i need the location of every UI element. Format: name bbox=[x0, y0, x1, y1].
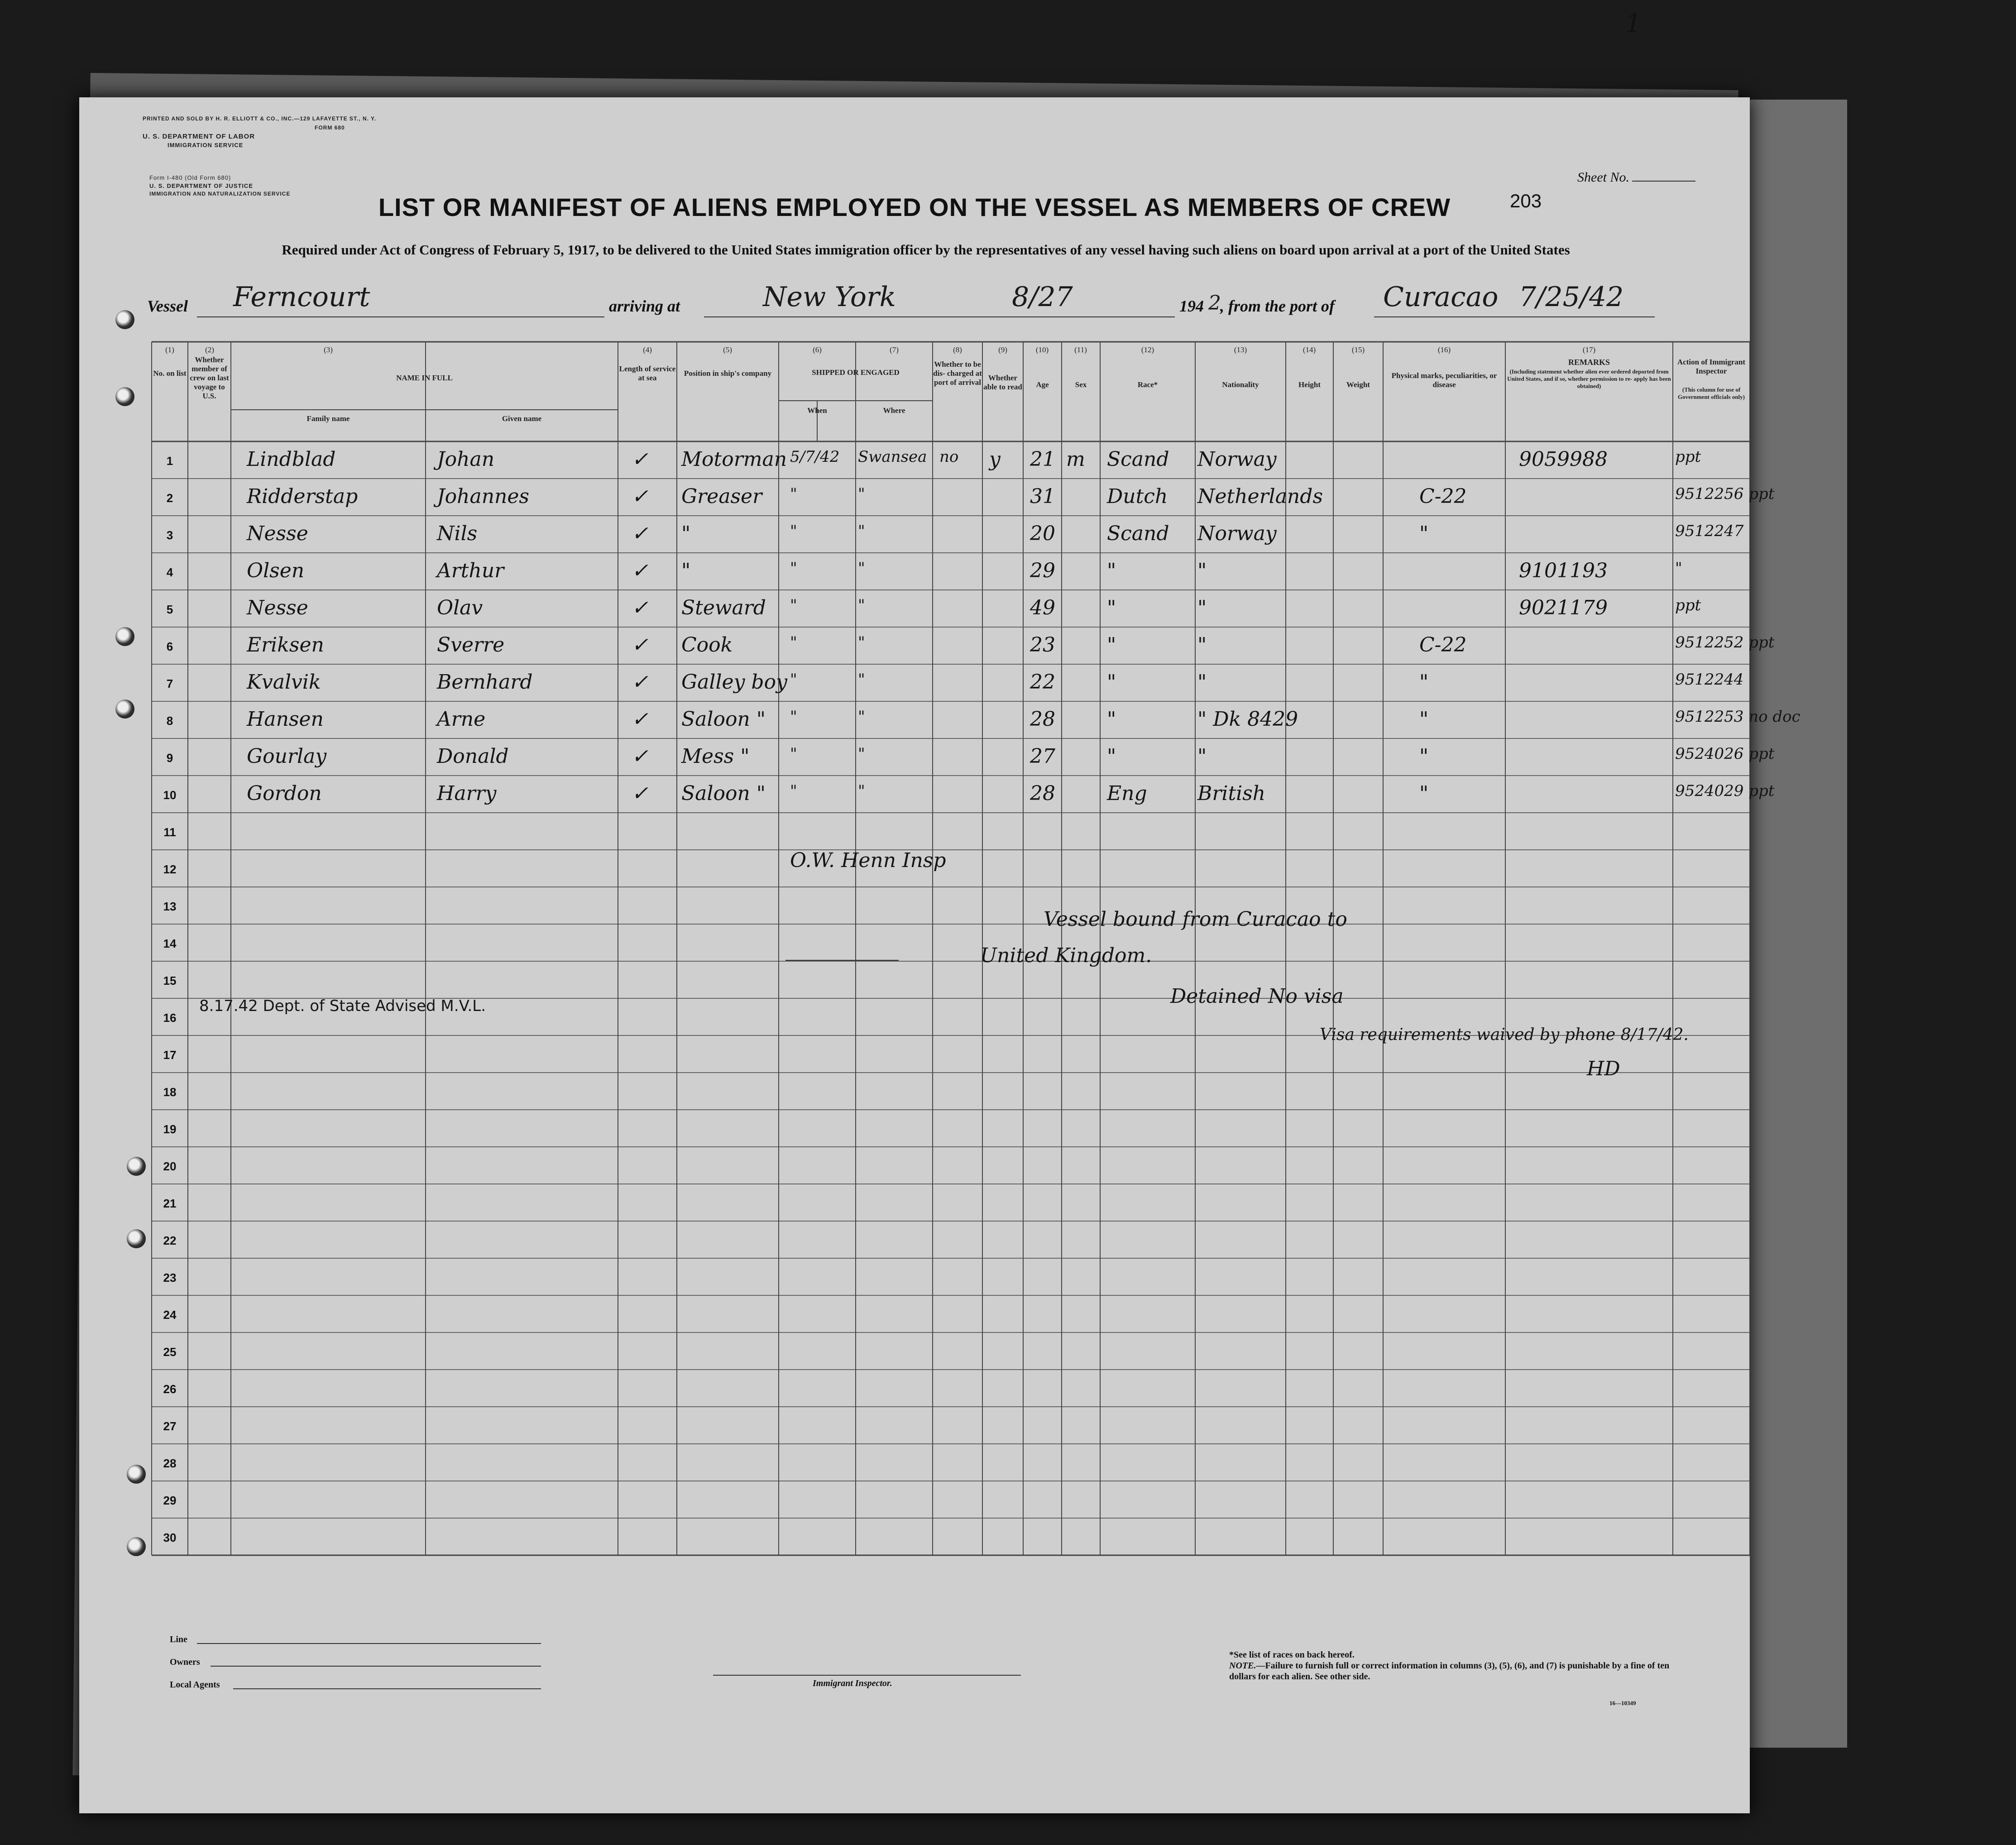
cell-nat: " bbox=[1197, 671, 1207, 694]
column-number: (9) bbox=[998, 345, 1007, 354]
note-dept-state: 8.17.42 Dept. of State Advised M.V.L. bbox=[199, 997, 486, 1015]
cell-nat: " bbox=[1197, 596, 1207, 619]
cell-family: Gourlay bbox=[247, 745, 327, 768]
cell-where: " bbox=[858, 671, 865, 689]
col-remarks-header: REMARKS bbox=[1568, 358, 1610, 367]
row-number: 15 bbox=[163, 974, 177, 987]
cell-action: 9512252 ppt bbox=[1675, 633, 1775, 652]
note-visa-waived: Visa requirements waived by phone 8/17/42. bbox=[1320, 1026, 1689, 1044]
row-number: 18 bbox=[163, 1085, 177, 1099]
manifest-sheet bbox=[79, 97, 1801, 1813]
row-number: 1 bbox=[166, 454, 173, 468]
row-number: 12 bbox=[163, 863, 177, 876]
col-race-header: Race* bbox=[1137, 380, 1158, 389]
cell-phys: C-22 bbox=[1419, 633, 1467, 657]
cell-phys: C-22 bbox=[1419, 485, 1467, 508]
cell-age: 28 bbox=[1030, 782, 1055, 805]
form-i480-label: Form I-480 (Old Form 680) bbox=[149, 174, 231, 181]
cell-action: 9524026 ppt bbox=[1675, 745, 1775, 763]
row-number: 30 bbox=[163, 1531, 177, 1544]
column-number: (13) bbox=[1234, 345, 1247, 354]
cell-where: " bbox=[858, 745, 865, 763]
cell-given: Olav bbox=[437, 596, 483, 619]
cell-age: 21 bbox=[1030, 448, 1055, 471]
cell-nat: " bbox=[1197, 559, 1207, 582]
col-height-header: Height bbox=[1298, 380, 1321, 389]
row-number: 13 bbox=[163, 900, 177, 913]
cell-family: Hansen bbox=[247, 708, 324, 731]
cell-race: " bbox=[1107, 559, 1116, 582]
cell-when: " bbox=[790, 745, 797, 763]
binder-hole bbox=[127, 1537, 146, 1556]
cell-race: " bbox=[1107, 708, 1116, 731]
check-mark: ✓ bbox=[632, 708, 648, 731]
column-number: (16) bbox=[1437, 345, 1451, 354]
col-nationality-header: Nationality bbox=[1222, 380, 1259, 389]
cell-race: " bbox=[1107, 633, 1116, 657]
cell-when: " bbox=[790, 522, 797, 540]
column-number: (15) bbox=[1351, 345, 1365, 354]
form-680-label: FORM 680 bbox=[315, 125, 345, 131]
column-number: (3) bbox=[324, 345, 333, 354]
binder-hole bbox=[127, 1229, 146, 1248]
column-number: (7) bbox=[890, 345, 899, 354]
cell-disch: no bbox=[939, 448, 959, 466]
printer-line: PRINTED AND SOLD BY H. R. ELLIOTT & CO., INC.—129 LAFAYETTE ST., N. Y. bbox=[143, 115, 377, 122]
row-number: 9 bbox=[166, 751, 173, 765]
cell-phys: " bbox=[1419, 708, 1429, 731]
cell-phys: " bbox=[1419, 782, 1429, 805]
check-mark: ✓ bbox=[632, 448, 648, 471]
arrival-date: 8/27 bbox=[1012, 281, 1073, 313]
row-number: 26 bbox=[163, 1382, 177, 1396]
cell-when: " bbox=[790, 559, 797, 577]
page-title: LIST OR MANIFEST OF ALIENS EMPLOYED ON THE VESSEL AS MEMBERS OF CREW bbox=[378, 193, 1451, 221]
cell-where: " bbox=[858, 559, 865, 577]
cell-when: " bbox=[790, 596, 797, 614]
cell-where: " bbox=[858, 522, 865, 540]
row-number: 3 bbox=[166, 528, 173, 542]
cell-when: 5/7/42 bbox=[790, 448, 840, 466]
col-name-header: NAME IN FULL bbox=[396, 374, 453, 382]
vessel-label: Vessel bbox=[147, 297, 188, 315]
binder-hole bbox=[127, 1157, 146, 1176]
row-number: 5 bbox=[166, 603, 173, 616]
from-port: Curacao bbox=[1383, 281, 1499, 313]
cell-race: Dutch bbox=[1107, 485, 1168, 508]
cell-family: Kvalvik bbox=[247, 671, 321, 694]
cell-age: 23 bbox=[1030, 633, 1055, 657]
cell-race: Scand bbox=[1107, 448, 1169, 471]
cell-when: " bbox=[790, 708, 797, 726]
row-number: 20 bbox=[163, 1160, 177, 1173]
page-subtitle: Required under Act of Congress of February 5, 1917, to be delivered to the United States immigration officer by the representatives of any vessel having such aliens on board upon arrival at a port of the United States bbox=[282, 242, 1570, 258]
cell-position: Cook bbox=[681, 633, 733, 657]
col-weight-header: Weight bbox=[1346, 380, 1370, 389]
cell-given: Arne bbox=[437, 708, 486, 731]
cell-given: Johannes bbox=[437, 485, 529, 508]
row-number: 10 bbox=[163, 788, 177, 802]
col-length-header: Length of service at sea bbox=[619, 364, 676, 382]
cell-position: Galley boy bbox=[681, 671, 787, 694]
cell-phys: " bbox=[1419, 671, 1429, 694]
cell-age: 31 bbox=[1030, 485, 1055, 508]
footnote-race: *See list of races on back hereof. bbox=[1229, 1650, 1355, 1660]
cell-race: Eng bbox=[1107, 782, 1147, 805]
column-number: (8) bbox=[953, 345, 962, 354]
col-family-header: Family name bbox=[306, 414, 350, 423]
col-given-header: Given name bbox=[502, 414, 542, 423]
cell-race: " bbox=[1107, 596, 1116, 619]
cell-where: " bbox=[858, 633, 865, 652]
row-number: 29 bbox=[163, 1494, 177, 1507]
cell-when: " bbox=[790, 485, 797, 503]
row-number: 22 bbox=[163, 1234, 177, 1247]
col-where-header: Where bbox=[883, 406, 905, 415]
cell-position: Mess " bbox=[681, 745, 750, 768]
cell-nat: " Dk 8429 bbox=[1197, 708, 1298, 731]
row-number: 17 bbox=[163, 1048, 177, 1062]
row-number: 8 bbox=[166, 714, 173, 728]
cell-action: 9524029 ppt bbox=[1675, 782, 1775, 800]
cell-position: Steward bbox=[681, 596, 766, 619]
row-number: 14 bbox=[163, 937, 177, 950]
cell-age: 29 bbox=[1030, 559, 1055, 582]
footnote-form-code: 16—10349 bbox=[1609, 1700, 1636, 1706]
cell-age: 28 bbox=[1030, 708, 1055, 731]
cell-when: " bbox=[790, 633, 797, 652]
cell-nat: Norway bbox=[1197, 448, 1277, 471]
cell-action: " bbox=[1675, 559, 1682, 577]
cell-age: 49 bbox=[1030, 596, 1055, 619]
year-handwritten: 2 bbox=[1208, 292, 1221, 315]
sheet-no-label: Sheet No. bbox=[1577, 170, 1695, 185]
cell-given: Sverre bbox=[437, 633, 505, 657]
column-number: (5) bbox=[723, 345, 732, 354]
binder-hole bbox=[115, 700, 134, 719]
cell-action: 9512256 ppt bbox=[1675, 485, 1775, 503]
row-number: 16 bbox=[163, 1011, 177, 1025]
row-number: 23 bbox=[163, 1271, 177, 1284]
col-member-header: Whether member of crew on last voyage to U.S. bbox=[190, 355, 229, 400]
cell-given: Nils bbox=[437, 522, 478, 545]
row-number: 25 bbox=[163, 1345, 177, 1359]
cell-sex: m bbox=[1066, 448, 1085, 471]
column-number: (17) bbox=[1582, 345, 1596, 354]
cell-where: " bbox=[858, 485, 865, 503]
col-sex-header: Sex bbox=[1075, 380, 1087, 389]
cell-nat: " bbox=[1197, 633, 1207, 657]
column-number: (10) bbox=[1035, 345, 1049, 354]
cell-given: Harry bbox=[437, 782, 497, 805]
note-initials: HD bbox=[1587, 1057, 1620, 1080]
col-shipped-header: SHIPPED OR ENGAGED bbox=[812, 368, 900, 377]
cell-race: " bbox=[1107, 745, 1116, 768]
cell-nat: " bbox=[1197, 745, 1207, 768]
row-number: 4 bbox=[166, 565, 173, 579]
cell-when: " bbox=[790, 782, 797, 800]
arriving-label: arriving at bbox=[609, 297, 680, 315]
col-read-header: Whether able to read bbox=[983, 374, 1022, 391]
vessel-name: Ferncourt bbox=[233, 281, 370, 313]
col-action-header: Action of Immigrant Inspector bbox=[1677, 358, 1746, 375]
row-number: 28 bbox=[163, 1457, 177, 1470]
row-number: 21 bbox=[163, 1197, 177, 1210]
cell-given: Donald bbox=[437, 745, 509, 768]
cell-phys: " bbox=[1419, 522, 1429, 545]
row-number: 6 bbox=[166, 640, 173, 653]
footer-owners-label: Owners bbox=[170, 1657, 200, 1667]
departure-date: 7/25/42 bbox=[1519, 281, 1624, 313]
cell-read: y bbox=[989, 448, 1001, 471]
imm-service-label: IMMIGRATION SERVICE bbox=[168, 142, 244, 149]
cell-nat: Netherlands bbox=[1197, 485, 1323, 508]
arrival-port: New York bbox=[763, 281, 896, 313]
year-prefix: 194 bbox=[1179, 297, 1204, 315]
check-mark: ✓ bbox=[632, 671, 648, 694]
col-discharged-header: Whether to be dis- charged at port of arrival bbox=[933, 360, 982, 387]
cell-race: Scand bbox=[1107, 522, 1169, 545]
binder-hole bbox=[127, 1465, 146, 1484]
cell-nat: Norway bbox=[1197, 522, 1277, 545]
cell-where: Swansea bbox=[858, 448, 927, 466]
footer-agents-label: Local Agents bbox=[170, 1680, 220, 1690]
cell-where: " bbox=[858, 782, 865, 800]
check-mark: ✓ bbox=[632, 633, 648, 657]
col-action-sub: (This column for use of Government officials only) bbox=[1677, 386, 1745, 400]
cell-age: 20 bbox=[1030, 522, 1055, 545]
cell-position: " bbox=[681, 522, 691, 545]
corner-page-number: 1 bbox=[1625, 9, 1642, 38]
cell-where: " bbox=[858, 708, 865, 726]
column-number: (14) bbox=[1302, 345, 1316, 354]
column-number: (1) bbox=[165, 345, 174, 354]
note-vessel-bound-2: United Kingdom. bbox=[980, 944, 1152, 967]
row-number: 2 bbox=[166, 491, 173, 505]
cell-position: Motorman bbox=[681, 448, 787, 471]
footer-line-label: Line bbox=[170, 1634, 187, 1644]
cell-action: 9512247 bbox=[1675, 522, 1744, 540]
footnote-note: NOTE.—Failure to furnish full or correct information in columns (3), (5), (6), and (7) is punishable by a fine of ten dollars for each alien. See other side. bbox=[1229, 1661, 1670, 1682]
row-number: 19 bbox=[163, 1122, 177, 1136]
col-remarks-sub: (Including statement whether alien ever ordered deported from United States, and if so, whether permission to re- apply has been obtained) bbox=[1507, 368, 1671, 389]
cell-remarks: 9021179 bbox=[1519, 596, 1608, 619]
col-no-header: No. on list bbox=[153, 369, 187, 378]
cell-family: Gordon bbox=[247, 782, 322, 805]
note-dash-line bbox=[785, 960, 899, 961]
sheet-number: 203 bbox=[1510, 190, 1542, 211]
check-mark: ✓ bbox=[632, 745, 648, 768]
col-age-header: Age bbox=[1036, 380, 1049, 389]
cell-age: 27 bbox=[1030, 745, 1055, 768]
cell-action: ppt bbox=[1675, 448, 1701, 466]
column-number: (6) bbox=[813, 345, 822, 354]
binder-hole bbox=[115, 387, 134, 406]
cell-phys: " bbox=[1419, 745, 1429, 768]
row-number: 27 bbox=[163, 1419, 177, 1433]
manifest-grid bbox=[79, 97, 1750, 1813]
cell-action: 9512244 bbox=[1675, 671, 1744, 689]
check-mark: ✓ bbox=[632, 559, 648, 582]
row-number: 11 bbox=[163, 825, 176, 839]
footer-inspector-label: Immigrant Inspector. bbox=[813, 1678, 892, 1688]
column-number: (2) bbox=[205, 345, 214, 354]
cell-family: Nesse bbox=[247, 522, 308, 545]
ins-label: IMMIGRATION AND NATURALIZATION SERVICE bbox=[149, 191, 291, 197]
column-number: (12) bbox=[1141, 345, 1154, 354]
cell-where: " bbox=[858, 596, 865, 614]
dept-justice-label: U. S. DEPARTMENT OF JUSTICE bbox=[149, 182, 253, 189]
cell-given: Bernhard bbox=[437, 671, 533, 694]
cell-nat: British bbox=[1197, 782, 1266, 805]
cell-position: " bbox=[681, 559, 691, 582]
dept-labor-label: U. S. DEPARTMENT OF LABOR bbox=[143, 133, 255, 140]
col-when-header: When bbox=[807, 406, 827, 415]
cell-race: " bbox=[1107, 671, 1116, 694]
column-number: (11) bbox=[1074, 345, 1087, 354]
note-inspector: O.W. Henn Insp bbox=[790, 849, 946, 872]
cell-given: Arthur bbox=[437, 559, 504, 582]
cell-when: " bbox=[790, 671, 797, 689]
row-number: 24 bbox=[163, 1308, 177, 1322]
column-number: (4) bbox=[643, 345, 652, 354]
cell-remarks: 9059988 bbox=[1519, 448, 1608, 471]
cell-action: 9512253 no doc bbox=[1675, 708, 1801, 726]
check-mark: ✓ bbox=[632, 485, 648, 508]
cell-position: Greaser bbox=[681, 485, 762, 508]
cell-given: Johan bbox=[437, 448, 495, 471]
cell-age: 22 bbox=[1030, 671, 1055, 694]
check-mark: ✓ bbox=[632, 782, 648, 805]
check-mark: ✓ bbox=[632, 596, 648, 619]
from-label: , from the port of bbox=[1220, 297, 1335, 315]
row-number: 7 bbox=[166, 677, 173, 690]
cell-remarks: 9101193 bbox=[1519, 559, 1608, 582]
cell-position: Saloon " bbox=[681, 708, 766, 731]
cell-family: Nesse bbox=[247, 596, 308, 619]
cell-action: ppt bbox=[1675, 596, 1701, 614]
col-position-header: Position in ship's company bbox=[684, 369, 772, 378]
col-physical-header: Physical marks, peculiarities, or disease bbox=[1391, 371, 1497, 389]
note-vessel-bound-1: Vessel bound from Curacao to bbox=[1044, 908, 1347, 931]
cell-family: Lindblad bbox=[247, 448, 336, 471]
cell-family: Olsen bbox=[247, 559, 305, 582]
cell-family: Eriksen bbox=[247, 633, 324, 657]
binder-hole bbox=[115, 310, 134, 329]
binder-hole bbox=[115, 627, 134, 646]
check-mark: ✓ bbox=[632, 522, 648, 545]
note-detained: Detained No visa bbox=[1170, 985, 1344, 1008]
cell-family: Ridderstap bbox=[247, 485, 358, 508]
cell-position: Saloon " bbox=[681, 782, 766, 805]
